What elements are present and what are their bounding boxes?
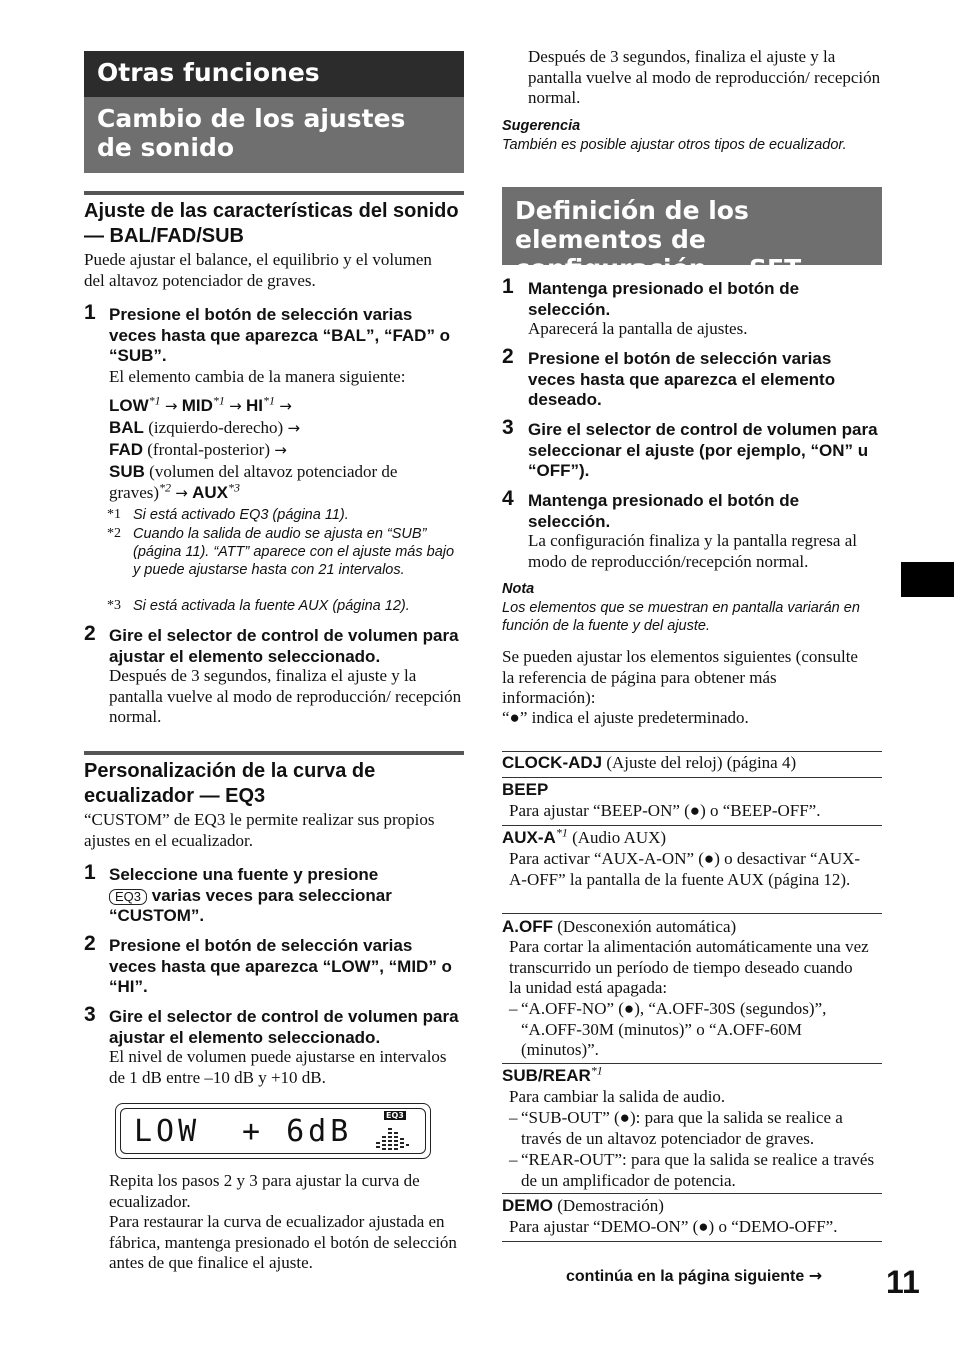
continues-footer bbox=[566, 1266, 822, 1286]
lcd-display bbox=[115, 1103, 431, 1159]
seq-aux: AUX bbox=[192, 483, 229, 502]
sub-row bbox=[502, 1063, 603, 1087]
eq-step3-body: El nivel de volumen puede ajustarse en intervalos de 1 dB entre –10 dB y +10 dB. bbox=[109, 1047, 447, 1087]
set-step1-title: Mantenga presionado el botón de selección. bbox=[528, 279, 800, 319]
bal-step2-body: Después de 3 segundos, finaliza el ajuste y la pantalla vuelve al modo de reproducción/ recepción normal. bbox=[109, 666, 462, 726]
seq-mid: MID bbox=[181, 396, 213, 415]
sub-opt2: “REAR-OUT”: para que la salida se realice a través de un amplificador de potencia. bbox=[521, 1150, 875, 1190]
bal-heading: Ajuste de las características del sonido — BAL/FAD/SUB bbox=[84, 200, 459, 247]
eq-step2-number: 2 bbox=[84, 932, 96, 955]
right-top-text: Después de 3 segundos, finaliza el ajuste y la pantalla vuelve al modo de reproducción/ recepción normal. bbox=[528, 47, 881, 107]
aux-label: (Audio AUX) bbox=[572, 828, 667, 847]
clock-name: CLOCK-ADJ bbox=[502, 753, 603, 772]
aoff-name: A.OFF bbox=[502, 917, 553, 936]
set-step4-title: Mantenga presionado el botón de selección. bbox=[528, 491, 800, 531]
footnote-2-mark: *2 bbox=[107, 526, 121, 541]
set-title: Definición de los elementos de configuración — SET bbox=[515, 196, 802, 283]
footnote-1-mark: *1 bbox=[107, 507, 121, 522]
bal-step1-body: El elemento cambia de la manera siguiente: bbox=[109, 367, 406, 386]
eq-intro: “CUSTOM” de EQ3 le permite realizar sus propios ajustes en el ecualizador. bbox=[84, 810, 435, 850]
aux-desc: Para activar “AUX-A-ON” (●) o desactivar “AUX-A-OFF” la pantalla de la fuente AUX (página 12). bbox=[509, 849, 861, 889]
seq-low: LOW bbox=[109, 396, 149, 415]
footnote-3-text: Si está activada la fuente AUX (página 12). bbox=[133, 598, 410, 614]
aoff-options bbox=[509, 999, 874, 1061]
seq-note2: *2 bbox=[159, 480, 172, 495]
seq-arrow-icon: → bbox=[229, 397, 242, 415]
side-tab-marker bbox=[901, 562, 954, 597]
seq-line-2 bbox=[109, 417, 464, 439]
items-intro: Se pueden ajustar los elementos siguientes (consulte la referencia de página para obtener más información): bbox=[502, 647, 858, 707]
eq-heading: Personalización de la curva de ecualizador — EQ3 bbox=[84, 760, 376, 807]
bal-step1-title: Presione el botón de selección varias veces hasta que aparezca “BAL”, “FAD” o “SUB”. bbox=[109, 305, 451, 365]
seq-note1c: *1 bbox=[262, 393, 275, 408]
sub-dash-2: – bbox=[509, 1150, 518, 1169]
beep-row bbox=[502, 780, 548, 801]
seq-line-3 bbox=[109, 439, 464, 461]
table-rule-3 bbox=[502, 913, 882, 914]
seq-fad-desc: (frontal-posterior) bbox=[147, 440, 270, 459]
eq-restore-text: Para restaurar la curva de ecualizador ajustada en fábrica, mantenga presionado el botón de selección antes de que finalice el ajuste. bbox=[109, 1212, 457, 1272]
eq-repeat-text: Repita los pasos 2 y 3 para ajustar la curva de ecualizador. bbox=[109, 1171, 420, 1211]
lcd-value: + 6dB bbox=[242, 1114, 353, 1149]
seq-arrow-icon: → bbox=[287, 419, 301, 437]
aux-row bbox=[502, 825, 667, 849]
subsection-title-band bbox=[84, 97, 464, 173]
footer-text: continúa en la página siguiente bbox=[566, 1268, 805, 1285]
footnote-1 bbox=[107, 506, 463, 524]
default-indicator-text: “●” indica el ajuste predeterminado. bbox=[502, 708, 749, 727]
set-step2-title: Presione el botón de selección varias veces hasta que aparezca el elemento deseado. bbox=[528, 349, 836, 409]
note-heading: Nota bbox=[502, 581, 535, 597]
eq3-button: EQ3 bbox=[109, 889, 147, 905]
clock-desc: (Ajuste del reloj) (página 4) bbox=[606, 753, 797, 772]
table-rule-1 bbox=[502, 777, 882, 778]
arrow-right-icon: → bbox=[808, 1266, 823, 1285]
set-step1-body: Aparecerá la pantalla de ajustes. bbox=[528, 319, 748, 338]
seq-arrow-icon: → bbox=[274, 441, 287, 459]
seq-note1a: *1 bbox=[148, 393, 161, 408]
eq-step3-title: Gire el selector de control de volumen para ajustar el elemento seleccionado. bbox=[109, 1007, 459, 1047]
aoff-label: (Desconexión automática) bbox=[557, 917, 737, 936]
footnote-2-text: Cuando la salida de audio se ajusta en “SUB” (página 11). “ATT” aparece con el ajuste más bajo y puede ajustarse hasta con 21 intervalos. bbox=[133, 526, 455, 578]
divider-bal bbox=[84, 191, 464, 195]
aoff-row bbox=[502, 917, 736, 938]
equalizer-icon bbox=[374, 1122, 410, 1152]
table-rule-top bbox=[502, 751, 882, 752]
tip-heading: Sugerencia bbox=[502, 118, 581, 134]
table-rule-5 bbox=[502, 1193, 882, 1194]
eq-step1-title-b: varias veces para seleccionar “CUSTOM”. bbox=[109, 885, 392, 925]
sub-desc: Para cambiar la salida de audio. bbox=[509, 1087, 726, 1106]
footnote-2 bbox=[107, 525, 463, 579]
set-step4-number: 4 bbox=[502, 487, 514, 510]
seq-line-5 bbox=[109, 482, 464, 504]
footnote-3-mark: *3 bbox=[107, 598, 121, 613]
demo-label: (Demostración) bbox=[557, 1196, 664, 1215]
tip-text: También es posible ajustar otros tipos de ecualizador. bbox=[502, 137, 847, 153]
aux-name: AUX-A bbox=[502, 828, 556, 847]
set-step2-number: 2 bbox=[502, 345, 514, 368]
section-title: Otras funciones bbox=[97, 58, 320, 87]
eq-step2-title: Presione el botón de selección varias veces hasta que aparezca “LOW”, “MID” o “HI”. bbox=[109, 936, 452, 996]
divider-eq bbox=[84, 751, 464, 755]
set-step3-number: 3 bbox=[502, 416, 514, 439]
page-number: 11 bbox=[886, 1264, 920, 1300]
seq-bal-desc: (izquierdo-derecho) bbox=[148, 418, 284, 437]
aoff-opts: “A.OFF-NO” (●), “A.OFF-30S (segundos)”, “A.OFF-30M (minutos)” o “A.OFF-60M (minutos)”. bbox=[521, 999, 827, 1059]
bal-sequence bbox=[109, 395, 464, 504]
lcd-eq-label: EQ3 bbox=[386, 1111, 404, 1120]
seq-sub-desc-a: (volumen del altavoz potenciador de bbox=[149, 462, 398, 481]
eq-step1-title bbox=[109, 865, 464, 927]
beep-desc: Para ajustar “BEEP-ON” (●) o “BEEP-OFF”. bbox=[509, 801, 821, 820]
seq-note3: *3 bbox=[228, 480, 241, 495]
sub-option-1 bbox=[509, 1108, 884, 1149]
clock-row bbox=[502, 753, 882, 774]
demo-desc: Para ajustar “DEMO-ON” (●) o “DEMO-OFF”. bbox=[509, 1217, 838, 1236]
seq-bal: BAL bbox=[109, 418, 144, 437]
set-title-band bbox=[502, 187, 882, 283]
aux-note: *1 bbox=[555, 825, 568, 840]
demo-row bbox=[502, 1196, 664, 1217]
beep-name: BEEP bbox=[502, 780, 549, 799]
seq-hi: HI bbox=[245, 396, 263, 415]
sub-option-2 bbox=[509, 1150, 884, 1191]
footnote-1-text: Si está activado EQ3 (página 11). bbox=[133, 507, 349, 523]
table-rule-bottom bbox=[502, 1241, 882, 1242]
demo-name: DEMO bbox=[502, 1196, 553, 1215]
lcd-band: LOW bbox=[134, 1114, 201, 1149]
eq-step3-number: 3 bbox=[84, 1003, 96, 1026]
bal-step2-number: 2 bbox=[84, 622, 96, 645]
aoff-desc: Para cortar la alimentación automáticamente una vez transcurrido un período de tiempo deseado cuando la unidad está apagada: bbox=[509, 937, 869, 997]
section-title-band bbox=[84, 51, 464, 97]
seq-line-4 bbox=[109, 461, 464, 482]
seq-note1b: *1 bbox=[212, 393, 225, 408]
bal-step2-title: Gire el selector de control de volumen para ajustar el elemento seleccionado. bbox=[109, 626, 459, 666]
subsection-title: Cambio de los ajustes de sonido bbox=[97, 104, 406, 162]
seq-sub: SUB bbox=[109, 462, 145, 481]
table-rule-4 bbox=[502, 1063, 882, 1064]
sub-dash-1: – bbox=[509, 1108, 518, 1127]
seq-fad: FAD bbox=[109, 440, 143, 459]
note-text: Los elementos que se muestran en pantalla variarán en función de la fuente y del ajuste. bbox=[502, 600, 860, 634]
eq-step1-number: 1 bbox=[84, 861, 96, 884]
bal-intro: Puede ajustar el balance, el equilibrio y el volumen del altavoz potenciador de graves. bbox=[84, 250, 432, 290]
set-step1-number: 1 bbox=[502, 275, 514, 298]
bal-step1-number: 1 bbox=[84, 301, 96, 324]
set-step4-body: La configuración finaliza y la pantalla regresa al modo de reproducción/recepción normal. bbox=[528, 531, 857, 571]
sub-note: *1 bbox=[590, 1063, 603, 1078]
footnote-3 bbox=[107, 597, 463, 615]
sub-opt1: “SUB-OUT” (●): para que la salida se realice a través de un altavoz potenciador de graves. bbox=[521, 1108, 843, 1148]
seq-arrow-icon: → bbox=[175, 484, 188, 502]
seq-line-1 bbox=[109, 395, 464, 417]
sub-name: SUB/REAR bbox=[502, 1066, 591, 1085]
aoff-dash: – bbox=[509, 999, 518, 1018]
seq-sub-desc-b: graves) bbox=[109, 483, 160, 502]
seq-arrow-icon: → bbox=[164, 397, 178, 415]
eq-step1-title-a: Seleccione una fuente y presione bbox=[109, 865, 379, 884]
set-step3-title: Gire el selector de control de volumen para seleccionar el ajuste (por ejemplo, “ON” u “OFF”). bbox=[528, 420, 878, 480]
seq-arrow-icon: → bbox=[279, 397, 292, 415]
